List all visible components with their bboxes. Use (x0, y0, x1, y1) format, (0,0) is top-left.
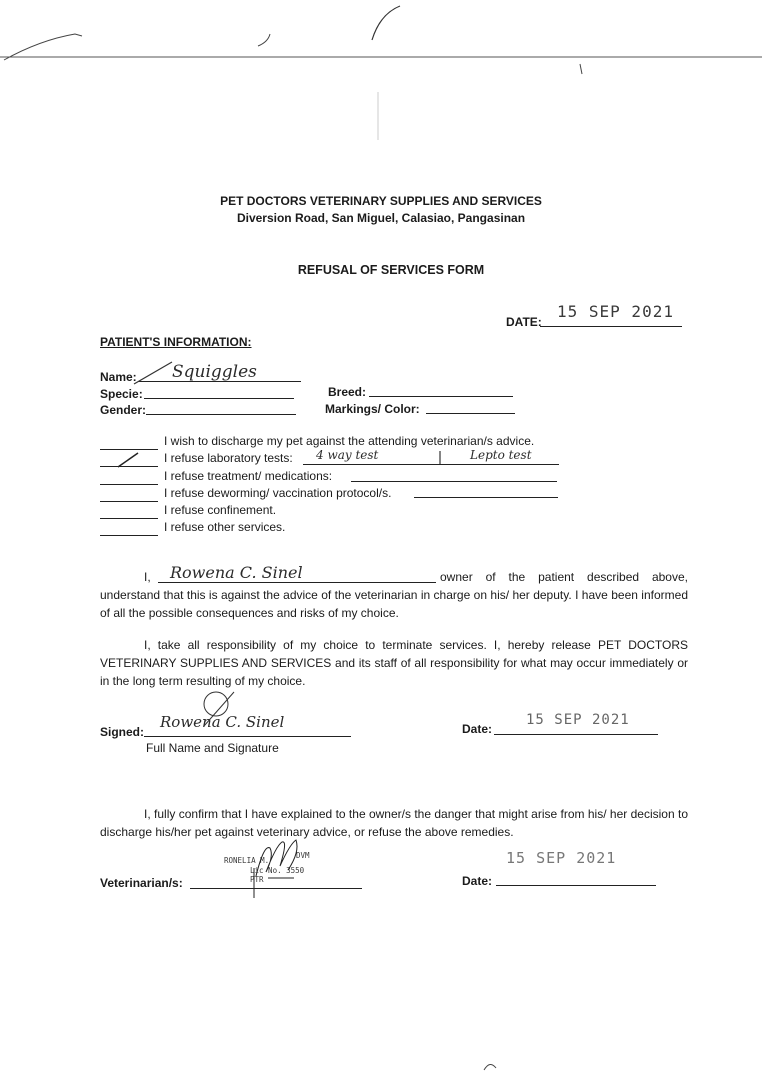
vet-stamp-name: RONELIA M. (224, 856, 270, 865)
option-other-blank (100, 535, 158, 536)
vet-date-line (496, 885, 656, 886)
signed-date-label: Date: (462, 722, 493, 736)
gender-line (146, 414, 296, 415)
vet-date-label: Date: (462, 874, 493, 888)
signed-signature: Rowena C. Sinel (160, 713, 285, 731)
option-lab-tests-checkmark (114, 450, 144, 470)
markings-label: Markings/ Color: (325, 402, 420, 416)
option-deworming-blank (100, 501, 158, 502)
option-deworming-text: I refuse deworming/ vaccination protocol/s. (164, 486, 392, 500)
name-label: Name: (100, 370, 137, 384)
markings-line (426, 413, 515, 414)
vet-confirmation-body: I, fully confirm that I have explained to the owner/s the danger that might arise from his/ her decision to discharge his/her pet against veterinary advice, or refuse the above remedies. (100, 807, 688, 839)
owner-statement-body: owner of the patient described above, understand that this is against the advice of the veterinarian in charge on his/ her deputy. I have been informed of all the possible consequences and risks of my choice. (100, 570, 688, 620)
vet-stamp-dvm: DVM (296, 851, 310, 860)
date-top-label: DATE: (506, 315, 542, 329)
vet-stamp-license: Lic No. 3550 (250, 866, 305, 875)
scan-border-mark (0, 0, 762, 120)
form-title: REFUSAL OF SERVICES FORM (297, 263, 485, 277)
specie-label: Specie: (100, 387, 143, 401)
company-name: PET DOCTORS VETERINARY SUPPLIES AND SERVICES (220, 194, 542, 208)
option-confinement-blank (100, 518, 158, 519)
option-lab-tests-detail-2: Lepto test (470, 448, 532, 462)
option-lab-tests-text: I refuse laboratory tests: (164, 451, 293, 465)
name-slash-mark (130, 358, 180, 388)
option-deworming-line (414, 497, 558, 498)
name-value: Squiggles (172, 362, 257, 382)
date-top-line (540, 326, 682, 327)
option-treatment-blank (100, 484, 158, 485)
option-lab-tests-separator (436, 450, 444, 466)
option-treatment-text: I refuse treatment/ medications: (164, 469, 333, 483)
option-confinement-text: I refuse confinement. (164, 503, 277, 517)
vet-date-stamp: 15 SEP 2021 (506, 849, 617, 867)
responsibility-body: I, take all responsibility of my choice to terminate services. I, hereby release PET DOCTORS VETERINARY SUPPLIES AND SERVICES and its staff of all responsibility for what may occur immediately or in the long term resulting of my choice. (100, 638, 688, 688)
date-top-stamp: 15 SEP 2021 (557, 302, 674, 321)
signed-date-stamp: 15 SEP 2021 (526, 712, 630, 728)
breed-line (369, 396, 513, 397)
signed-line (144, 736, 351, 737)
vet-label: Veterinarian/s: (100, 876, 183, 890)
company-address: Diversion Road, San Miguel, Calasiao, Pangasinan (236, 211, 526, 225)
breed-label: Breed: (328, 385, 367, 399)
owner-prefix: I, (144, 570, 151, 584)
specie-line (144, 398, 294, 399)
vet-signature-mark (250, 836, 310, 900)
option-lab-tests-line (303, 464, 559, 465)
option-other-text: I refuse other services. (164, 520, 286, 534)
signed-date-line (494, 734, 658, 735)
option-discharge-text: I wish to discharge my pet against the attending veterinarian/s advice. (164, 434, 535, 448)
signature-initial-mark (194, 686, 244, 730)
responsibility-text (100, 636, 688, 690)
signed-sub-label: Full Name and Signature (146, 741, 279, 755)
patient-section-label: PATIENT'S INFORMATION: (100, 335, 252, 349)
owner-statement-text (100, 568, 688, 622)
vet-stamp-ptr: PTR (250, 875, 264, 884)
owner-name-handwritten: Rowena C. Sinel (170, 563, 303, 582)
gender-label: Gender: (100, 403, 147, 417)
option-treatment-line (351, 481, 557, 482)
vet-confirmation-text (100, 805, 688, 841)
signed-label: Signed: (100, 725, 144, 739)
option-lab-tests-detail: 4 way test (316, 448, 379, 462)
